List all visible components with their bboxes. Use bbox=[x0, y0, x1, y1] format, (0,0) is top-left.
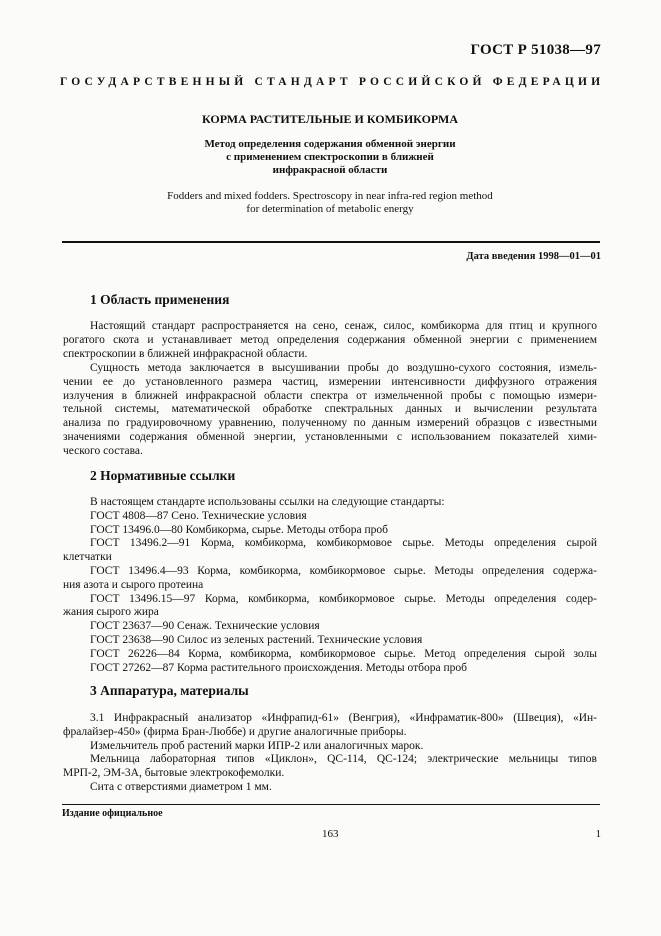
section-2-heading: 2 Нормативные ссылки bbox=[90, 468, 236, 483]
header-divider bbox=[62, 241, 600, 243]
reference-item: ГОСТ 23637—90 Сенаж. Технические условия bbox=[90, 620, 320, 633]
reference-item: ГОСТ 4808—87 Сено. Технические условия bbox=[90, 509, 307, 522]
footer-divider bbox=[62, 804, 600, 805]
reference-item-continuation: жания сырого жира bbox=[63, 606, 159, 619]
reference-item: ГОСТ 23638—90 Силос из зеленых растений. Технические условия bbox=[90, 633, 423, 646]
sheet-number: 1 bbox=[595, 828, 601, 840]
section-1-paragraph-1: Настоящий стандарт распространяется на сено, сенаж, силос, комбикорма для птиц и крупного рогатого скота и устанавливает метод определения содержания обменной энергии с применением спектроскопии в ближней инфракрасной области. bbox=[63, 320, 597, 360]
section-3-body: 3.1 Инфракрасный анализатор «Инфрапид-61» (Венгрия), «Инфраматик-800» (Швеция), «Ин- фралайзер-450» (фирма Бран-Люббе) и другие аналогичные приборы. Измельчитель проб растений марки ИПР-2 или аналогичных марок. Мельница лабораторная типов «Циклон», QC-114, QC-124; электрические мельницы типов МРП-2, ЭМ-3А, бытовые электрокофемолки. Сита с отверстиями диаметром 1 мм. bbox=[63, 712, 597, 793]
section-1-paragraph-2: Сущность метода заключается в высушивании пробы до воздушно-сухого состояния, измель- чении ее до установленного размера частиц, измерении интенсивности диффузного отражения излучения в ближней инфракрасной области спектра от измельченной пробы с помощью измери- тельной системы, математической обработке спектральных данных и вычислении результата анализа по градуировочному уравнению, полученному по данным измерений образцов с известными значениями содержания обменной энергии, установленными с использованием показателей хими- ческого состава. bbox=[63, 362, 597, 457]
document-title: КОРМА РАСТИТЕЛЬНЫЕ И КОМБИКОРМА bbox=[201, 112, 459, 126]
reference-item: ГОСТ 13496.2—91 Корма, комбикорма, комбикормовое сырье. Методы определения сырой bbox=[90, 537, 597, 550]
document-subtitle: Метод определения содержания обменной энергии с применением спектроскопии в ближней инфракрасной области bbox=[204, 138, 456, 176]
reference-item: ГОСТ 13496.15—97 Корма, комбикорма, комбикормовое сырье. Методы определения содер- bbox=[90, 592, 597, 605]
section-2-references bbox=[63, 496, 597, 675]
reference-item: ГОСТ 27262—87 Корма растительного происхождения. Методы отбора проб bbox=[90, 661, 467, 674]
official-edition-note: Издание официальное bbox=[62, 808, 163, 819]
gost-code: ГОСТ Р 51038—97 bbox=[470, 42, 601, 58]
section-1-heading: 1 Область применения bbox=[90, 292, 230, 307]
section-3-heading: 3 Аппаратура, материалы bbox=[90, 683, 249, 698]
reference-item: ГОСТ 13496.0—80 Комбикорма, сырье. Методы отбора проб bbox=[90, 523, 388, 536]
reference-item-continuation: ния азота и сырого протеина bbox=[63, 578, 204, 591]
state-standard-title: ГОСУДАРСТВЕННЫЙ СТАНДАРТ РОССИЙСКОЙ ФЕДЕРАЦИИ bbox=[60, 76, 605, 88]
english-title: Fodders and mixed fodders. Spectroscopy in near infra-red region method for determination of metabolic energy bbox=[167, 190, 493, 215]
reference-item: ГОСТ 26226—84 Корма, комбикорма, комбикормовое сырье. Метод определения сырой золы bbox=[90, 647, 597, 660]
introduction-date: Дата введения 1998—01—01 bbox=[466, 251, 601, 262]
reference-item-continuation: клетчатки bbox=[63, 551, 112, 564]
reference-item: ГОСТ 13496.4—93 Корма, комбикорма, комбикормовое сырье. Методы определения содержа- bbox=[90, 564, 597, 577]
references-intro: В настоящем стандарте использованы ссылки на следующие стандарты: bbox=[90, 496, 445, 508]
page-number: 163 bbox=[322, 828, 339, 840]
